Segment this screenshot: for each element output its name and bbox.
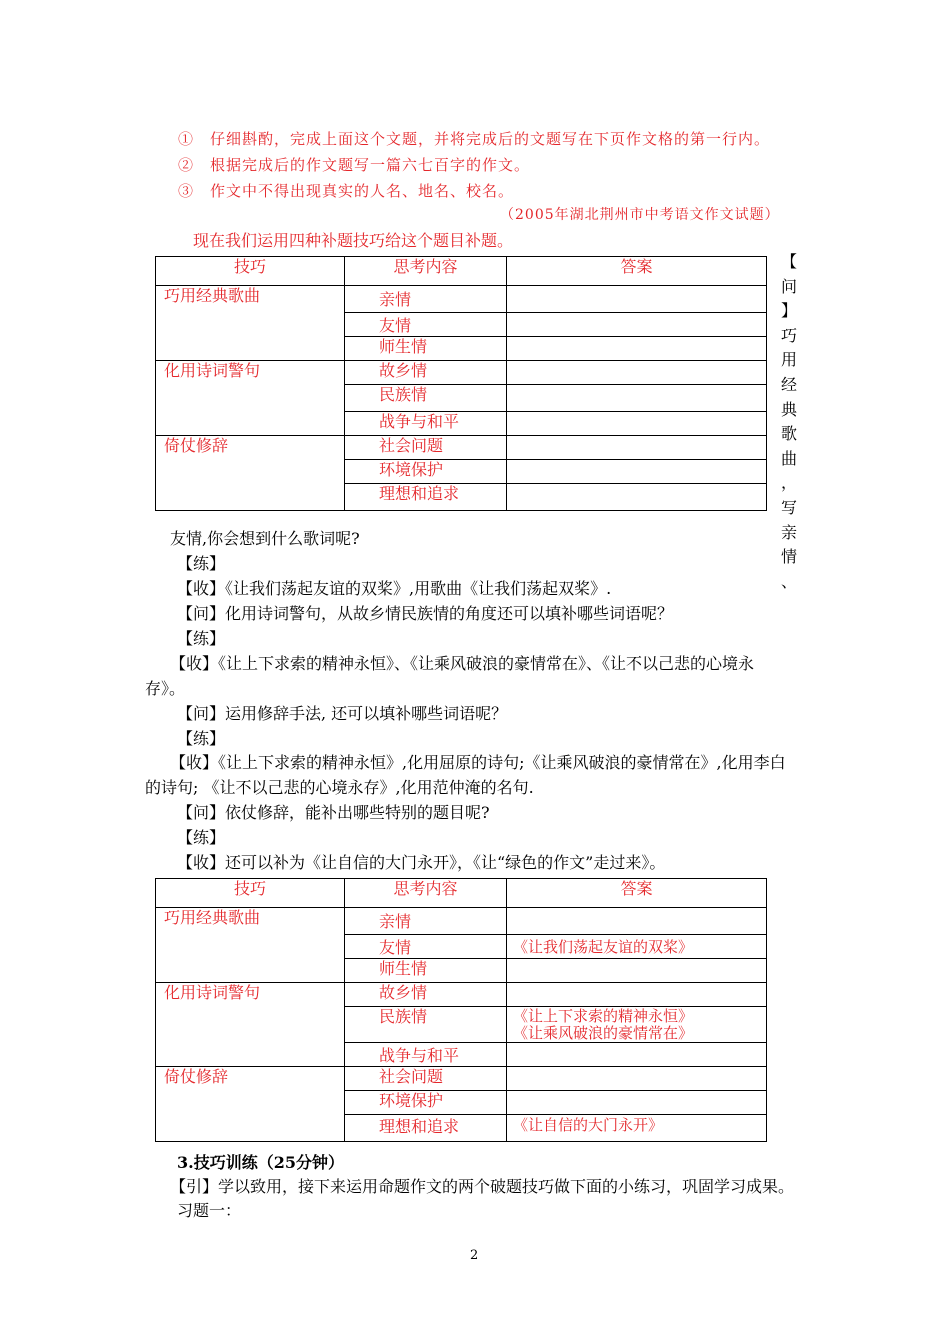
category-rhetoric: 倚仗修辞 bbox=[156, 436, 345, 511]
answer-line: 【收】《让我们荡起友谊的双桨》,用歌曲《让我们荡起双桨》. bbox=[177, 579, 612, 598]
answer-line: 【收】《让上下求索的精神永恒》、《让乘风破浪的豪情常在》、《让不以己悲的心境永 bbox=[170, 654, 755, 673]
answer-cell[interactable] bbox=[507, 436, 767, 460]
instruction-2: ② 根据完成后的作文题写一篇六七百字的作文。 bbox=[178, 156, 531, 174]
answer-line-2: 《让乘风破浪的豪情常在》 bbox=[513, 1024, 694, 1042]
topic-cell: 理想和追求 bbox=[345, 484, 507, 511]
intro-line: 【引】学以致用，接下来运用命题作文的两个破题技巧做下面的小练习，巩固学习成果。 bbox=[170, 1177, 795, 1196]
answer-cell bbox=[507, 959, 767, 983]
answer-cell bbox=[507, 1007, 767, 1043]
category-songs: 巧用经典歌曲 bbox=[156, 908, 345, 983]
question-line: 【问】运用修辞手法, 还可以填补哪些词语呢？ bbox=[177, 704, 508, 723]
instruction-3: ③ 作文中不得出现真实的人名、地名、校名。 bbox=[178, 182, 515, 200]
practice-label: 【练】 bbox=[177, 828, 226, 847]
answer-cell bbox=[507, 1067, 767, 1091]
intro-text: 现在我们运用四种补题技巧给这个题目补题。 bbox=[193, 231, 514, 250]
answer-cell[interactable] bbox=[507, 286, 767, 313]
header-technique: 技巧 bbox=[156, 879, 345, 908]
answer-cell bbox=[507, 908, 767, 935]
topic-cell: 民族情 bbox=[345, 385, 507, 412]
answer-line-wrap: 存》。 bbox=[145, 679, 186, 698]
answer-line: 【收】还可以补为《让自信的大门永开》，《让“绿色的作文”走过来》。 bbox=[177, 853, 666, 872]
practice-label: 【练】 bbox=[177, 554, 226, 573]
answer-cell: 《让我们荡起友谊的双桨》 bbox=[507, 935, 767, 959]
source-note: （2005年湖北荆州市中考语文作文试题） bbox=[500, 207, 780, 223]
topic-cell: 社会问题 bbox=[345, 436, 507, 460]
header-answer: 答案 bbox=[507, 879, 767, 908]
topic-cell: 亲情 bbox=[345, 286, 507, 313]
topic-cell: 友情 bbox=[345, 935, 507, 959]
topic-cell: 理想和追求 bbox=[345, 1115, 507, 1142]
answer-line: 【收】《让上下求索的精神永恒》,化用屈原的诗句;《让乘风破浪的豪情常在》,化用李白 bbox=[170, 753, 786, 772]
answer-line-1: 《让上下求索的精神永恒》 bbox=[513, 1007, 694, 1025]
answer-cell bbox=[507, 983, 767, 1007]
technique-table-answers bbox=[155, 878, 767, 1142]
topic-cell: 社会问题 bbox=[345, 1067, 507, 1091]
answer-cell[interactable] bbox=[507, 313, 767, 337]
answer-cell bbox=[507, 1091, 767, 1115]
practice-label: 【练】 bbox=[177, 729, 226, 748]
answer-cell[interactable] bbox=[507, 460, 767, 484]
topic-cell: 战争与和平 bbox=[345, 1043, 507, 1067]
answer-cell[interactable] bbox=[507, 412, 767, 436]
topic-cell: 环境保护 bbox=[345, 1091, 507, 1115]
header-technique: 技巧 bbox=[156, 257, 345, 286]
category-poetry: 化用诗词警句 bbox=[156, 983, 345, 1067]
answer-cell[interactable] bbox=[507, 385, 767, 412]
category-rhetoric: 倚仗修辞 bbox=[156, 1067, 345, 1142]
topic-cell: 民族情 bbox=[345, 1007, 507, 1043]
topic-cell: 友情 bbox=[345, 313, 507, 337]
topic-cell: 师生情 bbox=[345, 337, 507, 361]
topic-cell: 亲情 bbox=[345, 908, 507, 935]
instruction-1: ① 仔细斟酌，完成上面这个文题，并将完成后的文题写在下页作文格的第一行内。 bbox=[178, 130, 771, 148]
topic-cell: 故乡情 bbox=[345, 361, 507, 385]
answer-cell: 《让自信的大门永开》 bbox=[507, 1115, 767, 1142]
answer-cell bbox=[507, 1043, 767, 1067]
answer-cell[interactable] bbox=[507, 361, 767, 385]
exercise-label: 习题一： bbox=[177, 1201, 242, 1220]
header-content: 思考内容 bbox=[345, 257, 507, 286]
header-content: 思考内容 bbox=[345, 879, 507, 908]
topic-cell: 师生情 bbox=[345, 959, 507, 983]
question-line: 【问】化用诗词警句，从故乡情民族情的角度还可以填补哪些词语呢？ bbox=[177, 604, 674, 623]
answer-cell[interactable] bbox=[507, 484, 767, 511]
topic-cell: 环境保护 bbox=[345, 460, 507, 484]
answer-cell[interactable] bbox=[507, 337, 767, 361]
vertical-question-text: 【 问 】 巧 用 经 典 歌 曲 ， 写 亲 情 、 bbox=[780, 252, 797, 591]
page-number: 2 bbox=[470, 1248, 479, 1263]
answer-line-wrap: 的诗句; 《让不以己悲的心境永存》,化用范仲淹的名句. bbox=[145, 778, 534, 797]
category-poetry: 化用诗词警句 bbox=[156, 361, 345, 436]
topic-cell: 战争与和平 bbox=[345, 412, 507, 436]
practice-label: 【练】 bbox=[177, 629, 226, 648]
topic-cell: 故乡情 bbox=[345, 983, 507, 1007]
category-songs: 巧用经典歌曲 bbox=[156, 286, 345, 361]
technique-table-blank bbox=[155, 256, 767, 511]
question-continuation: 友情,你会想到什么歌词呢? bbox=[170, 529, 360, 548]
header-answer: 答案 bbox=[507, 257, 767, 286]
section-heading: 3.技巧训练（25分钟） bbox=[177, 1153, 344, 1172]
question-line: 【问】依仗修辞，能补出哪些特别的题目呢? bbox=[177, 803, 490, 822]
